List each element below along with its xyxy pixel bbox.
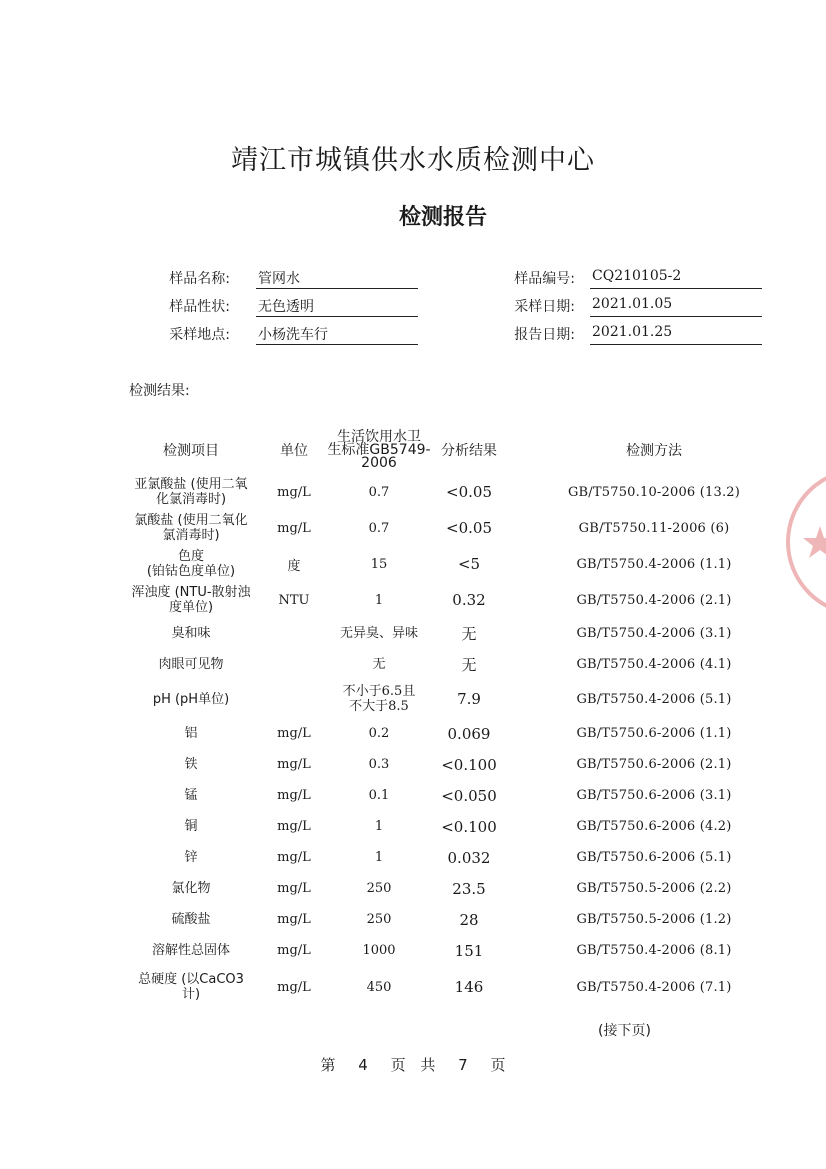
cell-unit-text: mg/L bbox=[277, 757, 311, 772]
cell-unit-text: mg/L bbox=[277, 943, 311, 958]
cell-result-text: 无 bbox=[461, 624, 477, 643]
cell-unit-text: NTU bbox=[278, 592, 310, 608]
table-row bbox=[118, 842, 804, 873]
cell-unit bbox=[264, 873, 324, 904]
cell-result bbox=[434, 618, 504, 648]
cell-method bbox=[504, 904, 804, 935]
cell-std-text: 无异臭、异味 bbox=[339, 625, 418, 641]
page-total: 7 bbox=[458, 1056, 468, 1074]
cell-item bbox=[118, 935, 264, 966]
cell-unit-text: 度 bbox=[287, 558, 301, 574]
cell-item-text: 氯化物 bbox=[171, 881, 211, 896]
report-date-label: 报告日期: bbox=[514, 327, 575, 343]
report-title: 检测报告 bbox=[398, 205, 487, 230]
cell-std-text: 250 bbox=[366, 881, 392, 896]
table-row bbox=[118, 873, 804, 904]
cell-unit bbox=[264, 966, 324, 1008]
cell-result-text: <0.05 bbox=[446, 519, 492, 537]
cell-item-text: 溶解性总固体 bbox=[151, 943, 230, 958]
cell-method bbox=[504, 749, 804, 780]
cell-item-text: 铁 bbox=[184, 757, 198, 772]
cell-method bbox=[504, 582, 804, 618]
cell-unit bbox=[264, 811, 324, 842]
cell-unit bbox=[264, 718, 324, 749]
cell-item bbox=[118, 618, 264, 648]
cell-method-text: GB/T5750.4-2006 (5.1) bbox=[576, 691, 732, 707]
cell-result-text: <0.100 bbox=[441, 755, 497, 774]
cell-std bbox=[324, 780, 434, 811]
cell-unit bbox=[264, 648, 324, 680]
cell-result bbox=[434, 680, 504, 718]
organization-title: 靖江市城镇供水水质检测中心 bbox=[231, 145, 595, 176]
table-row bbox=[118, 811, 804, 842]
cell-method bbox=[504, 510, 804, 546]
table-row bbox=[118, 546, 804, 582]
cell-std-text: 0.2 bbox=[368, 726, 390, 741]
cell-item-text-line2: (铂钴色度单位) bbox=[146, 564, 236, 579]
sample-appearance-label: 样品性状: bbox=[169, 299, 230, 315]
cell-result bbox=[434, 510, 504, 546]
cell-item-text: 铝 bbox=[184, 726, 198, 741]
page-suffix: 页 bbox=[490, 1056, 506, 1074]
cell-std-text: 无 bbox=[372, 656, 386, 672]
table-row bbox=[118, 718, 804, 749]
cell-item-text: 铜 bbox=[184, 819, 198, 834]
results-table bbox=[118, 426, 804, 1008]
cell-item bbox=[118, 842, 264, 873]
cell-method bbox=[504, 618, 804, 648]
cell-item-text-line2: 计) bbox=[181, 987, 201, 1002]
cell-std-text: 0.7 bbox=[368, 484, 390, 500]
cell-item bbox=[118, 582, 264, 618]
page-current: 4 bbox=[358, 1056, 368, 1074]
results-section-label: 检测结果: bbox=[129, 383, 190, 399]
cell-item-text: pH (pH单位) bbox=[152, 691, 230, 707]
table-header-row bbox=[118, 426, 804, 474]
cell-method bbox=[504, 648, 804, 680]
cell-std bbox=[324, 546, 434, 582]
cell-unit-text: mg/L bbox=[277, 726, 311, 741]
cell-std-text: 250 bbox=[366, 912, 392, 927]
cell-std-text: 0.7 bbox=[368, 520, 390, 536]
cell-unit bbox=[264, 904, 324, 935]
cell-std-text: 不小于6.5且 bbox=[342, 684, 416, 699]
cell-std bbox=[324, 618, 434, 648]
cell-unit-text: mg/L bbox=[277, 520, 311, 536]
cell-method bbox=[504, 474, 804, 510]
cell-result bbox=[434, 749, 504, 780]
cell-std bbox=[324, 648, 434, 680]
column-header-item: 检测项目 bbox=[163, 443, 219, 459]
cell-unit bbox=[264, 780, 324, 811]
cell-method bbox=[504, 811, 804, 842]
cell-result bbox=[434, 935, 504, 966]
results-table-body bbox=[118, 474, 804, 1008]
column-header-result: 分析结果 bbox=[441, 443, 497, 459]
cell-method bbox=[504, 718, 804, 749]
cell-item-text: 臭和味 bbox=[171, 625, 211, 641]
cell-unit-text: mg/L bbox=[277, 819, 311, 834]
cell-item bbox=[118, 680, 264, 718]
table-row bbox=[118, 966, 804, 1008]
cell-item bbox=[118, 904, 264, 935]
cell-item-text: 锌 bbox=[184, 850, 198, 865]
cell-unit bbox=[264, 935, 324, 966]
standard-header-line1: 生活饮用水卫 bbox=[337, 428, 421, 445]
table-row bbox=[118, 618, 804, 648]
cell-std-text: 15 bbox=[370, 556, 388, 572]
sample-name-value: 管网水 bbox=[256, 268, 418, 289]
cell-std-text: 0.1 bbox=[368, 788, 390, 803]
cell-item bbox=[118, 749, 264, 780]
sampling-date-label: 采样日期: bbox=[514, 299, 575, 315]
cell-item bbox=[118, 966, 264, 1008]
cell-method-text: GB/T5750.10-2006 (13.2) bbox=[567, 484, 741, 500]
cell-item bbox=[118, 648, 264, 680]
column-header-standard bbox=[324, 426, 434, 474]
cell-result-text: <0.05 bbox=[446, 483, 492, 501]
column-header-method: 检测方法 bbox=[626, 443, 682, 459]
cell-unit-text: mg/L bbox=[277, 484, 311, 500]
sample-appearance-value: 无色透明 bbox=[256, 296, 418, 317]
cell-result bbox=[434, 718, 504, 749]
cell-unit bbox=[264, 546, 324, 582]
cell-item bbox=[118, 510, 264, 546]
cell-result-text: <0.100 bbox=[441, 817, 497, 836]
cell-method bbox=[504, 873, 804, 904]
cell-method bbox=[504, 935, 804, 966]
sampling-date-value: 2021.01.05 bbox=[590, 296, 762, 317]
cell-result-text: 28 bbox=[459, 910, 479, 929]
cell-std bbox=[324, 811, 434, 842]
cell-result bbox=[434, 811, 504, 842]
cell-unit bbox=[264, 749, 324, 780]
cell-unit-text: mg/L bbox=[277, 850, 311, 865]
cell-std-text: 1 bbox=[374, 592, 384, 608]
cell-std bbox=[324, 582, 434, 618]
cell-method-text: GB/T5750.4-2006 (8.1) bbox=[576, 943, 732, 958]
cell-result-text: 146 bbox=[454, 978, 484, 996]
table-row bbox=[118, 680, 804, 718]
sample-number-value: CQ210105-2 bbox=[590, 268, 762, 289]
cell-result-text: 23.5 bbox=[452, 879, 486, 898]
cell-std bbox=[324, 749, 434, 780]
sample-name-label: 样品名称: bbox=[169, 271, 230, 287]
cell-item bbox=[118, 811, 264, 842]
cell-std bbox=[324, 510, 434, 546]
cell-item bbox=[118, 474, 264, 510]
cell-unit bbox=[264, 680, 324, 718]
report-date-value: 2021.01.25 bbox=[590, 324, 762, 345]
cell-unit bbox=[264, 510, 324, 546]
page-prefix: 第 bbox=[320, 1056, 336, 1074]
cell-method-text: GB/T5750.6-2006 (1.1) bbox=[576, 726, 732, 741]
cell-method-text: GB/T5750.4-2006 (2.1) bbox=[576, 592, 732, 608]
table-row bbox=[118, 510, 804, 546]
cell-std bbox=[324, 842, 434, 873]
cell-method bbox=[504, 966, 804, 1008]
cell-method-text: GB/T5750.4-2006 (3.1) bbox=[576, 625, 732, 641]
cell-unit bbox=[264, 474, 324, 510]
cell-std bbox=[324, 680, 434, 718]
cell-std bbox=[324, 873, 434, 904]
standard-header-line2: 生标准GB5749- bbox=[327, 441, 431, 458]
cell-result-text: 0.032 bbox=[447, 848, 491, 867]
cell-std bbox=[324, 935, 434, 966]
cell-method-text: GB/T5750.6-2006 (2.1) bbox=[576, 757, 732, 772]
cell-std-text-line2: 不大于8.5 bbox=[349, 699, 409, 714]
cell-method bbox=[504, 842, 804, 873]
cell-item-text: 肉眼可见物 bbox=[158, 656, 224, 672]
cell-result-text: 7.9 bbox=[457, 690, 481, 708]
cell-method-text: GB/T5750.5-2006 (2.2) bbox=[576, 881, 732, 896]
cell-method bbox=[504, 680, 804, 718]
cell-method-text: GB/T5750.6-2006 (4.2) bbox=[576, 819, 732, 834]
cell-item-text: 色度 bbox=[177, 549, 204, 564]
cell-unit-text: mg/L bbox=[277, 881, 311, 896]
cell-method bbox=[504, 546, 804, 582]
table-row bbox=[118, 474, 804, 510]
cell-item bbox=[118, 780, 264, 811]
cell-unit bbox=[264, 582, 324, 618]
cell-result bbox=[434, 842, 504, 873]
cell-item-text: 总硬度 (以CaCO3 bbox=[138, 972, 244, 987]
cell-unit-text: mg/L bbox=[277, 979, 311, 995]
cell-std-text: 1 bbox=[374, 850, 384, 865]
cell-result-text: 无 bbox=[461, 655, 477, 674]
cell-result bbox=[434, 904, 504, 935]
cell-result-text: <0.050 bbox=[441, 786, 497, 805]
cell-method-text: GB/T5750.4-2006 (1.1) bbox=[576, 556, 732, 572]
red-seal-stamp bbox=[780, 462, 826, 622]
page-mid: 页 共 bbox=[390, 1056, 436, 1074]
cell-item-text: 氯酸盐 (使用二氧化 bbox=[134, 513, 248, 528]
cell-result-text: 0.069 bbox=[447, 724, 491, 743]
table-row bbox=[118, 904, 804, 935]
cell-std bbox=[324, 904, 434, 935]
cell-result bbox=[434, 873, 504, 904]
cell-result bbox=[434, 474, 504, 510]
sample-number-label: 样品编号: bbox=[514, 271, 575, 287]
cell-method-text: GB/T5750.6-2006 (3.1) bbox=[576, 788, 732, 803]
cell-std-text: 1000 bbox=[362, 943, 396, 958]
cell-std bbox=[324, 474, 434, 510]
sampling-location-value: 小杨洗车行 bbox=[256, 324, 418, 345]
cell-std bbox=[324, 718, 434, 749]
table-row bbox=[118, 648, 804, 680]
cell-method bbox=[504, 780, 804, 811]
cell-result bbox=[434, 648, 504, 680]
page-number bbox=[0, 1054, 826, 1075]
cell-method-text: GB/T5750.5-2006 (1.2) bbox=[576, 912, 732, 927]
cell-result bbox=[434, 780, 504, 811]
cell-result-text: 0.32 bbox=[452, 591, 486, 609]
standard-header-line3: 2006 bbox=[361, 454, 397, 471]
cell-method-text: GB/T5750.4-2006 (4.1) bbox=[576, 656, 732, 672]
cell-result bbox=[434, 546, 504, 582]
table-row bbox=[118, 582, 804, 618]
cell-item-text-line2: 化氯消毒时) bbox=[155, 492, 227, 507]
cell-item-text-line2: 度单位) bbox=[168, 600, 214, 615]
sampling-location-label: 采样地点: bbox=[169, 327, 230, 343]
table-row bbox=[118, 780, 804, 811]
cell-item bbox=[118, 718, 264, 749]
cell-item-text-line2: 氯消毒时) bbox=[162, 528, 220, 543]
table-row bbox=[118, 935, 804, 966]
cell-std-text: 0.3 bbox=[368, 757, 390, 772]
cell-unit bbox=[264, 842, 324, 873]
cell-std-text: 1 bbox=[374, 819, 384, 834]
cell-std bbox=[324, 966, 434, 1008]
cell-method-text: GB/T5750.11-2006 (6) bbox=[578, 520, 730, 536]
cell-method-text: GB/T5750.4-2006 (7.1) bbox=[576, 979, 732, 995]
cell-result-text: 151 bbox=[454, 941, 484, 960]
cell-item bbox=[118, 546, 264, 582]
cell-result-text: <5 bbox=[457, 555, 481, 573]
cell-item-text: 亚氯酸盐 (使用二氧 bbox=[134, 477, 248, 492]
column-header-unit: 单位 bbox=[280, 443, 308, 459]
cell-item-text: 浑浊度 (NTU-散射浊 bbox=[131, 585, 251, 600]
cell-unit bbox=[264, 618, 324, 648]
table-row bbox=[118, 749, 804, 780]
cell-result bbox=[434, 966, 504, 1008]
cell-unit-text: mg/L bbox=[277, 912, 311, 927]
continued-note: (接下页) bbox=[598, 1023, 651, 1039]
cell-item bbox=[118, 873, 264, 904]
cell-unit-text: mg/L bbox=[277, 788, 311, 803]
cell-method-text: GB/T5750.6-2006 (5.1) bbox=[576, 850, 732, 865]
cell-item-text: 锰 bbox=[184, 788, 198, 803]
cell-result bbox=[434, 582, 504, 618]
cell-item-text: 硫酸盐 bbox=[171, 912, 211, 927]
cell-std-text: 450 bbox=[366, 979, 392, 995]
